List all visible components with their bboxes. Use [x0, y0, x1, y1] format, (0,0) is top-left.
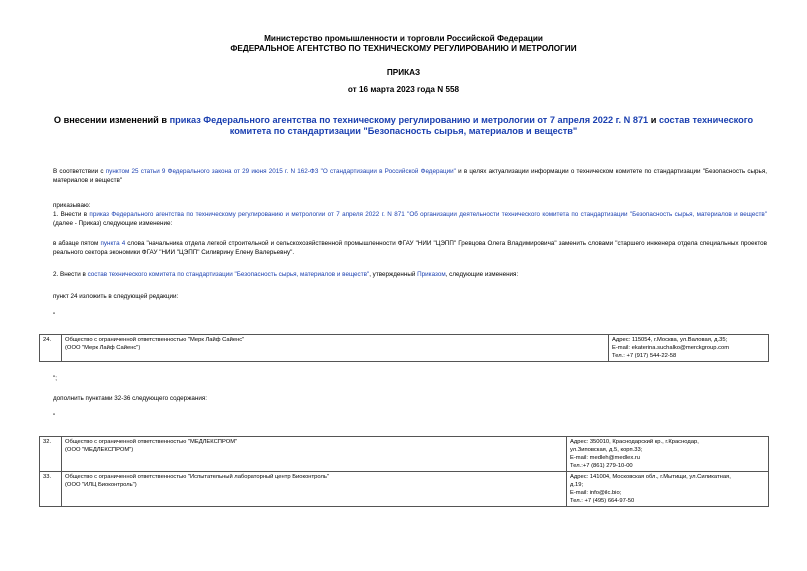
intro-text-1: В соответствии с	[53, 168, 106, 175]
title-link-committee[interactable]: состав технического комитета по стандартизации "Безопасность сырья, материалов и веществ"	[229, 115, 754, 136]
item1-link-order-title[interactable]: "Об организации деятельности технического комитета по стандартизации "Безопасность сырья, материалов и веществ"	[404, 211, 767, 218]
phone-line: Тел.:+7 (861) 279-10-00	[570, 463, 633, 469]
item1-link-point4[interactable]: пункта 4	[100, 240, 126, 247]
row-organization	[62, 472, 567, 507]
email-line: E-mail: info@ilc.bio;	[570, 490, 622, 496]
item2-lead: 2. Внести в	[53, 271, 88, 278]
address-line-2: д.19;	[570, 482, 584, 488]
points-32-36-table	[39, 436, 769, 507]
item1-lead: 1. Внести в	[53, 211, 90, 218]
intro-text-2: и в целях актуализации информации о техническом комитете по стандартизации "Безопасность сырья, материалов и веществ"	[53, 168, 767, 184]
title-middle: и	[648, 115, 659, 125]
intro-link-law[interactable]: пунктом 25 статьи 9 Федерального закона от 29 июня 2015 г. N 162-ФЗ "О стандартизации в Российской Федерации"	[105, 168, 456, 175]
item2-tail: , следующие изменения:	[445, 271, 519, 278]
table-row	[40, 437, 769, 472]
item1-after: (далее - Приказ) следующие изменение:	[53, 220, 173, 227]
organization-short-name: (ООО "Мерк Лайф Сайенс")	[65, 345, 141, 351]
agency-name: ФЕДЕРАЛЬНОЕ АГЕНТСТВО ПО ТЕХНИЧЕСКОМУ РЕГУЛИРОВАНИЮ И МЕТРОЛОГИИ	[230, 44, 577, 53]
item2-paragraph	[53, 270, 767, 279]
point24-instruction: пункт 24 изложить в следующей редакции:	[53, 293, 179, 300]
quote-close-1: ";	[53, 375, 57, 382]
item1-sub-paragraph	[53, 239, 767, 257]
phone-line: Тел.: +7 (917) 544-22-58	[612, 353, 677, 359]
document-date-number: от 16 марта 2023 года N 558	[347, 85, 460, 94]
intro-paragraph	[53, 167, 767, 185]
organization-name: Общество с ограниченной ответственностью "МЕДЛЕКСПРОМ"	[65, 439, 238, 445]
add-points-instruction: дополнить пунктами 32-36 следующего содержания:	[53, 395, 208, 402]
document-type: ПРИКАЗ	[386, 68, 421, 77]
row-contacts	[567, 472, 769, 507]
organization-short-name: (ООО "МЕДЛЕКСПРОМ")	[65, 447, 134, 453]
item1-sub-text: слова "начальника отдела легкой строительной и сельскохозяйственной промышленности ФГАУ "НИИ "ЦЭПП" Гревцова Олега Владимировича" заменить словами "старшего инженера отдела специальных проектов реального сектора экономики ФГАУ "НИИ "ЦЭПП" Силиврину Елену Валерьевну".	[53, 240, 767, 256]
row-number: 24.	[40, 335, 62, 362]
table-row	[40, 472, 769, 507]
row-number: 33.	[40, 472, 62, 507]
address-line-2: ул.Зиповская, д.5, корп.33;	[570, 447, 643, 453]
quote-open-2: "	[53, 413, 56, 420]
email-line: E-mail: ekaterina.suchalko@merckgroup.com	[612, 345, 730, 351]
row-contacts	[609, 335, 769, 362]
orders-word: приказываю:	[53, 202, 91, 209]
organization-short-name: (ООО "ИЛЦ Биоконтроль")	[65, 482, 137, 488]
phone-line: Тел.: +7 (495) 664-97-50	[570, 498, 635, 504]
item2-link-order[interactable]: Приказом	[417, 271, 446, 278]
organization-name: Общество с ограниченной ответственностью "Испытательный лабораторный центр Биоконтроль"	[65, 474, 329, 480]
ministry-name: Министерство промышленности и торговли Российской Федерации	[264, 34, 543, 43]
item1-paragraph	[53, 210, 767, 228]
address-line: Адрес: 350010, Краснодарский кр., г.Краснодар,	[570, 439, 699, 445]
title-link-order-871[interactable]: приказ Федерального агентства по техническому регулированию и метрологии от 7 апреля 2022 г. N 871	[169, 115, 649, 125]
item2-link-committee[interactable]: состав технического комитета по стандартизации "Безопасность сырья, материалов и веществ"	[87, 271, 370, 278]
item2-mid: , утвержденный	[369, 271, 418, 278]
organization-name: Общество с ограниченной ответственностью "Мерк Лайф Сайенс"	[65, 337, 245, 343]
document-title	[40, 115, 767, 137]
title-prefix: О внесении изменений в	[53, 115, 170, 125]
row-organization	[62, 437, 567, 472]
point24-table	[39, 334, 769, 362]
row-organization	[62, 335, 609, 362]
row-contacts	[567, 437, 769, 472]
quote-open-1: "	[53, 312, 56, 319]
item1-sub-lead: в абзаце пятом	[53, 240, 101, 247]
row-number: 32.	[40, 437, 62, 472]
table-row	[40, 335, 769, 362]
email-line: E-mail: medleh@medlex.ru	[570, 455, 640, 461]
item1-link-order[interactable]: приказ Федерального агентства по техническому регулированию и метрологии от 7 апреля 2022 г. N 871	[89, 211, 405, 218]
address-line: Адрес: 115054, г.Москва, ул.Валовая, д.35;	[612, 337, 728, 343]
address-line: Адрес: 141004, Московская обл., г.Мытищи, ул.Силикатная,	[570, 474, 731, 480]
